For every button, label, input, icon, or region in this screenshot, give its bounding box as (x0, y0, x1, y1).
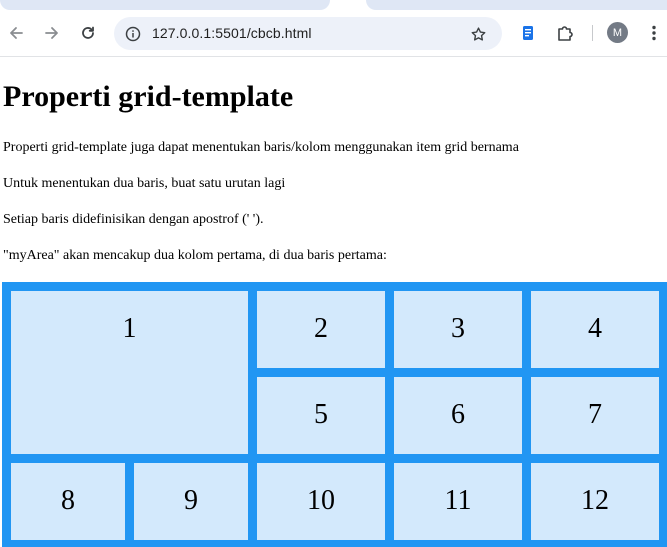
grid-item: 10 (257, 463, 385, 540)
forward-button[interactable] (40, 21, 64, 45)
grid-item: 3 (394, 291, 522, 368)
grid-item: 4 (531, 291, 659, 368)
address-bar[interactable] (114, 17, 502, 50)
grid-container (2, 282, 667, 547)
site-info-icon (125, 26, 141, 42)
grid-item: 9 (134, 463, 248, 540)
tab-strip (0, 0, 667, 10)
paragraph-apostrophe: Setiap baris didefinisikan dengan apostrof (' '). (3, 212, 264, 227)
paragraph-myarea: "myArea" akan mencakup dua kolom pertama, di dua baris pertama: (3, 248, 387, 263)
grid-item: 12 (531, 463, 659, 540)
more-menu-button[interactable] (642, 21, 666, 45)
grid-item-myarea: 1 (11, 291, 248, 454)
reload-icon (79, 24, 97, 42)
extensions-puzzle-icon (556, 24, 574, 42)
more-menu-icon (651, 24, 657, 42)
document-extension-button[interactable] (516, 21, 540, 45)
toolbar-separator (592, 25, 593, 41)
bookmark-button[interactable] (467, 23, 489, 45)
paragraph-intro: Properti grid-template juga dapat menentukan baris/kolom menggunakan item grid bernama (3, 140, 519, 155)
grid-item: 6 (394, 377, 522, 454)
grid-item: 2 (257, 291, 385, 368)
browser-tab[interactable] (0, 0, 330, 10)
browser-tab[interactable] (366, 0, 667, 10)
page-content (0, 57, 667, 547)
paragraph-two-rows: Untuk menentukan dua baris, buat satu urutan lagi (3, 176, 286, 191)
reload-button[interactable] (76, 21, 100, 45)
url-text[interactable]: 127.0.0.1:5501/cbcb.html (152, 25, 312, 41)
grid-item: 7 (531, 377, 659, 454)
grid-item: 11 (394, 463, 522, 540)
browser-chrome (0, 0, 667, 57)
extensions-button[interactable] (553, 21, 577, 45)
back-arrow-icon (7, 24, 25, 42)
forward-arrow-icon (43, 24, 61, 42)
page-title: Properti grid-template (3, 80, 294, 113)
browser-toolbar (0, 10, 667, 56)
document-extension-icon (519, 24, 537, 42)
profile-avatar[interactable]: M (607, 22, 628, 43)
site-info-button[interactable] (122, 23, 144, 45)
grid-item: 8 (11, 463, 125, 540)
back-button[interactable] (4, 21, 28, 45)
grid-item: 5 (257, 377, 385, 454)
bookmark-star-icon (470, 26, 487, 43)
